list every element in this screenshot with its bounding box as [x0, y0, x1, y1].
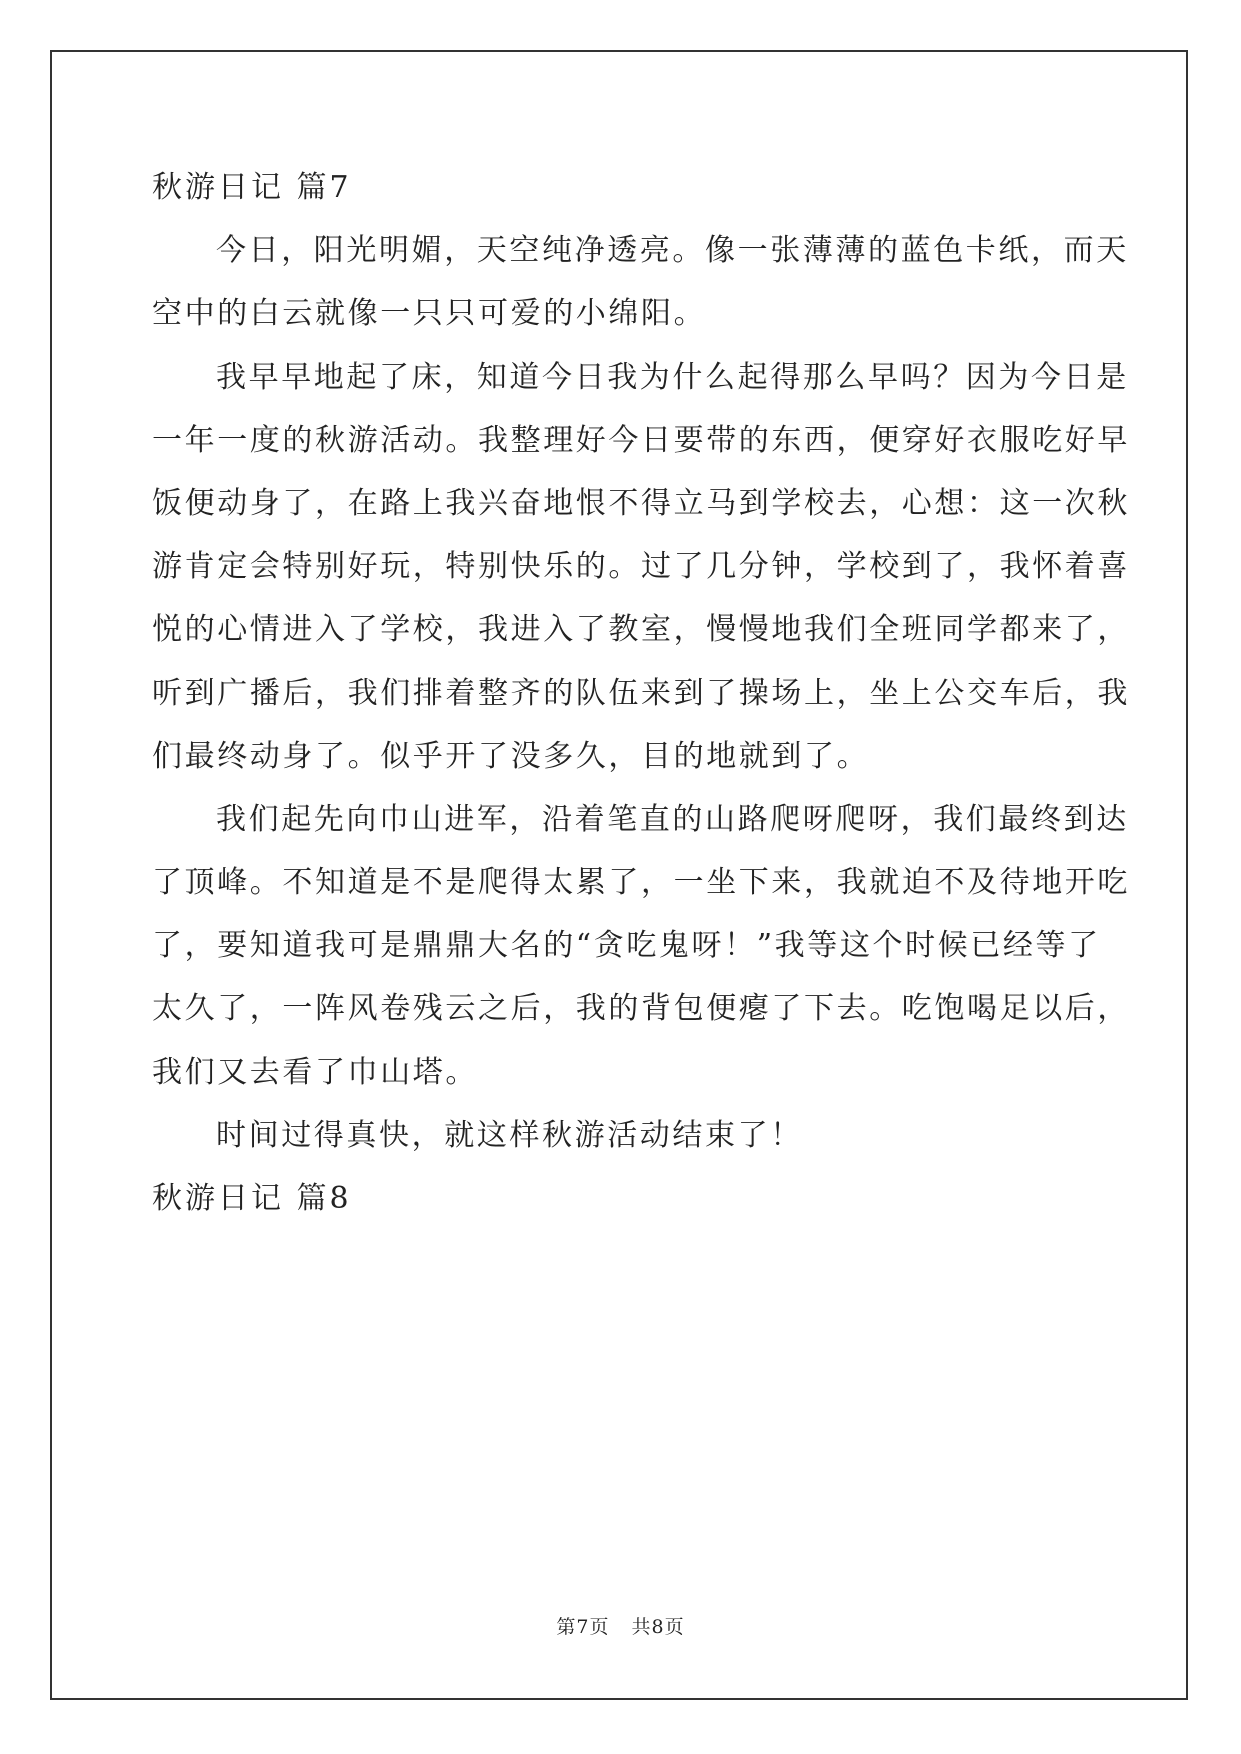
paragraph-line: 今日，阳光明媚，天空纯净透亮。像一张薄薄的蓝色卡纸，而天 — [216, 233, 1129, 269]
paragraph-line: 时间过得真快，就这样秋游活动结束了！ — [216, 1117, 803, 1153]
paragraph-2 — [152, 346, 1130, 788]
paragraph-line: 听到广播后，我们排着整齐的队伍来到了操场上，坐上公交车后，我 — [152, 675, 1130, 711]
paragraph-line: 了顶峰。不知道是不是爬得太累了，一坐下来，我就迫不及待地开吃 — [152, 865, 1130, 901]
paragraph-4 — [152, 1104, 1088, 1167]
paragraph-line: 太久了，一阵风卷残云之后，我的背包便瘪了下去。吃饱喝足以后， — [152, 991, 1130, 1027]
section-heading-8: 秋游日记 篇8 — [152, 1181, 352, 1216]
paragraph-1 — [152, 219, 1129, 345]
section-heading-7: 秋游日记 篇7 — [152, 170, 352, 205]
paragraph-line: 我早早地起了床，知道今日我为什么起得那么早吗？因为今日是 — [216, 359, 1129, 395]
paragraph-line: 空中的白云就像一只只可爱的小绵阳。 — [152, 296, 707, 332]
paragraph-line: 游肯定会特别好玩，特别快乐的。过了几分钟，学校到了，我怀着喜 — [152, 549, 1130, 585]
paragraph-line: 了，要知道我可是鼎鼎大名的“贪吃鬼呀！”我等这个时候已经等了 — [152, 928, 1101, 964]
paragraph-3 — [152, 788, 1130, 1104]
paragraph-line: 一年一度的秋游活动。我整理好今日要带的东西，便穿好衣服吃好早 — [152, 422, 1130, 458]
page-number: 第7页 — [556, 1616, 610, 1638]
page-total: 共8页 — [631, 1616, 685, 1638]
paragraph-line: 悦的心情进入了学校，我进入了教室，慢慢地我们全班同学都来了， — [152, 612, 1130, 648]
paragraph-line: 我们起先向巾山进军，沿着笔直的山路爬呀爬呀，我们最终到达 — [216, 801, 1129, 837]
paragraph-line: 们最终动身了。似乎开了没多久，目的地就到了。 — [152, 738, 870, 774]
paragraph-line: 我们又去看了巾山塔。 — [152, 1054, 478, 1090]
document-body — [152, 156, 1130, 1230]
paragraph-line: 饭便动身了，在路上我兴奋地恨不得立马到学校去，心想：这一次秋 — [152, 485, 1130, 521]
page-footer — [0, 1612, 1241, 1639]
